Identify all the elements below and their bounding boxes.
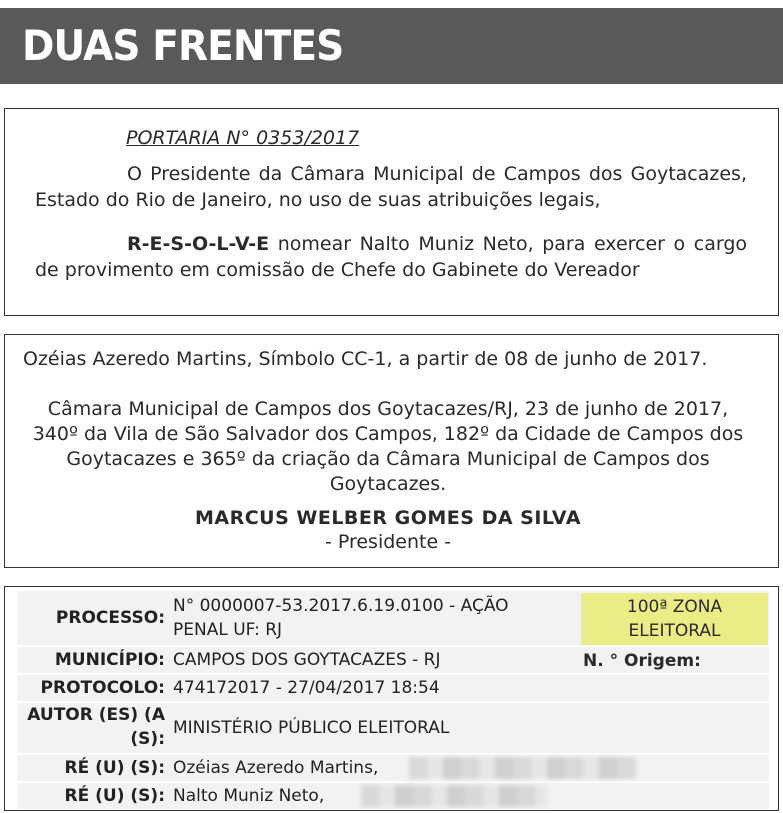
continuation-first-line: Ozéias Azeredo Martins, Símbolo CC-1, a partir de 08 de junho de 2017. <box>23 348 708 370</box>
protocolo-label: PROTOCOLO: <box>40 678 165 698</box>
portaria-paragraph-1: O Presidente da Câmara Municipal de Campos dos Goytacazes, Estado do Rio de Janeiro, no uso de suas atribuições legais, <box>35 163 747 211</box>
re-label-1: RÉ (U) (S): <box>64 758 165 778</box>
autor-value: MINISTÉRIO PÚBLICO ELEITORAL <box>173 718 450 738</box>
processo-value-2: PENAL UF: RJ <box>173 620 283 640</box>
closing-paragraph: Câmara Municipal de Campos dos Goytacazes/RJ, 23 de junho de 2017, 340º da Vila de São Salvador dos Campos, 182º da Cidade de Campos dos Goytacazes e 365º da criação da Câmara Municipal de Campos dos Goytacazes. <box>32 398 744 495</box>
table-row-processo <box>17 591 769 645</box>
re-value-1: Ozéias Azeredo Martins, <box>173 758 379 778</box>
autor-label-2: (S): <box>130 729 165 749</box>
zona-line-2: ELEITORAL <box>628 621 721 641</box>
re-value-2: Nalto Muniz Neto, <box>173 786 325 806</box>
header-banner <box>0 8 783 84</box>
process-box <box>4 586 779 811</box>
signatory-name: MARCUS WELBER GOMES DA SILVA <box>194 507 582 529</box>
processo-value-1: N° 0000007-53.2017.6.19.0100 - AÇÃO <box>173 596 509 616</box>
page-title: DUAS FRENTES <box>22 21 344 70</box>
table-row-re-2 <box>17 783 769 809</box>
zona-line-1: 100ª ZONA <box>626 597 723 617</box>
table-row-protocolo <box>17 675 769 701</box>
zona-badge <box>581 593 768 645</box>
re-label-2: RÉ (U) (S): <box>64 786 165 806</box>
portaria-title: PORTARIA N° 0353/2017 <box>126 127 360 149</box>
redacted-block <box>361 785 547 807</box>
protocolo-value: 474172017 - 27/04/2017 18:54 <box>173 678 440 698</box>
redacted-block <box>409 757 637 779</box>
municipio-value: CAMPOS DOS GOYTACAZES - RJ <box>173 650 441 670</box>
municipio-label: MUNICÍPIO: <box>54 650 165 670</box>
autor-label-1: AUTOR (ES) (A <box>27 705 165 725</box>
portaria-paragraph-2 <box>35 231 747 283</box>
processo-label: PROCESSO: <box>55 608 165 628</box>
portaria-paragraph-2-text: nomear Nalto Muniz Neto, para exercer o cargo de provimento em comissão de Chefe do Gabinete do Vereador <box>35 233 747 281</box>
origem-label: N. ° Origem: <box>583 651 701 671</box>
table-row-re-1 <box>17 755 769 781</box>
table-row-autor <box>17 703 769 753</box>
resolve-word: R-E-S-O-L-V-E <box>127 233 270 255</box>
continuation-box <box>4 334 779 568</box>
portaria-box <box>4 108 779 316</box>
signatory-role: - Presidente - <box>324 531 452 553</box>
